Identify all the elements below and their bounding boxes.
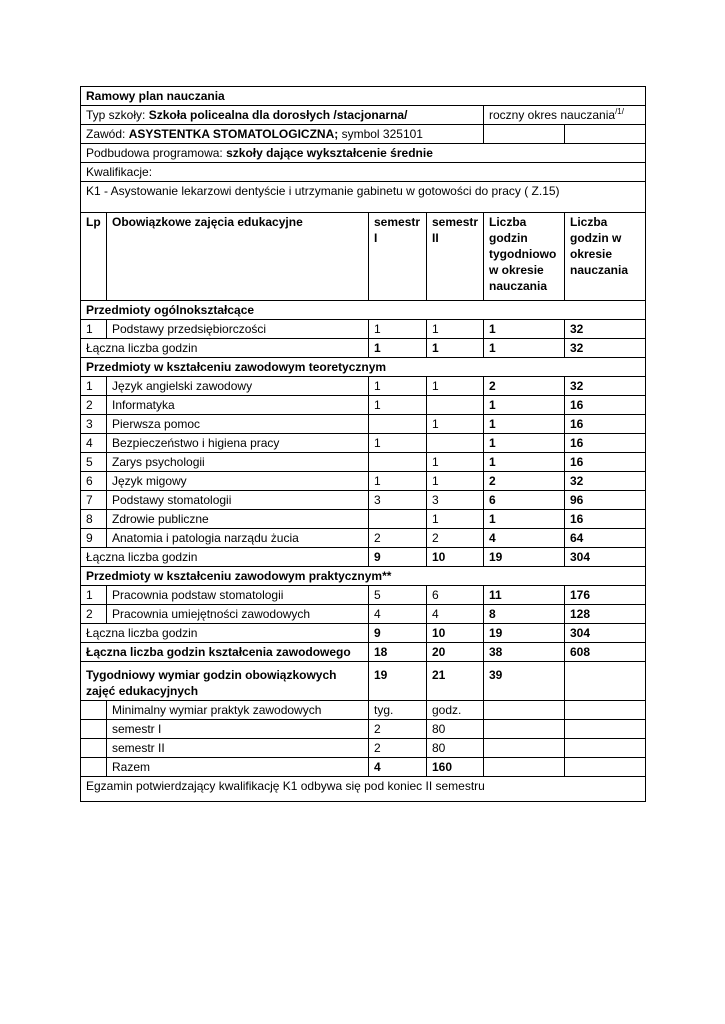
subject-row <box>81 377 646 396</box>
subject-name: Bezpieczeństwo i higiena pracy <box>107 434 369 453</box>
internship-header-row <box>81 701 646 720</box>
curriculum-table <box>80 86 646 802</box>
total-hours: 64 <box>565 529 646 548</box>
weekly-hours: 2 <box>484 377 565 396</box>
title-row <box>81 87 646 106</box>
section-sum-label: Łączna liczba godzin <box>81 339 369 358</box>
subject-name: Pracownia umiejętności zawodowych <box>107 605 369 624</box>
row-number: 6 <box>81 472 107 491</box>
sum-semester-1: 9 <box>369 624 427 643</box>
basis-value: szkoły dające wykształcenie średnie <box>226 146 433 160</box>
semester-2-hours: 1 <box>427 377 484 396</box>
total-hours: 32 <box>565 377 646 396</box>
section-title: Przedmioty w kształceniu zawodowym praktycznym** <box>81 567 646 586</box>
row-number: 2 <box>81 396 107 415</box>
qualification-k1: K1 - Asystowanie lekarzowi dentyście i utrzymanie gabinetu w gotowości do pracy ( Z.15) <box>81 182 646 213</box>
qualification-k1-row <box>81 182 646 213</box>
subject-row <box>81 453 646 472</box>
vocational-total-total: 608 <box>565 643 646 662</box>
sum-weekly: 1 <box>484 339 565 358</box>
row-number: 3 <box>81 415 107 434</box>
section-title-row <box>81 358 646 377</box>
subject-name: Pracownia podstaw stomatologii <box>107 586 369 605</box>
internship-unit-weeks: tyg. <box>369 701 427 720</box>
weekly-total-s2: 21 <box>427 662 484 701</box>
semester-2-hours: 1 <box>427 320 484 339</box>
vocational-total-s1: 18 <box>369 643 427 662</box>
weekly-hours: 1 <box>484 396 565 415</box>
vocational-total-weekly: 38 <box>484 643 565 662</box>
total-hours: 32 <box>565 320 646 339</box>
vocational-total-s2: 20 <box>427 643 484 662</box>
subject-row <box>81 586 646 605</box>
weekly-total-row <box>81 662 646 701</box>
sum-weekly: 19 <box>484 548 565 567</box>
internship-weeks: 2 <box>369 720 427 739</box>
semester-1-hours: 1 <box>369 434 427 453</box>
row-number: 1 <box>81 377 107 396</box>
internship-title: Minimalny wymiar praktyk zawodowych <box>107 701 369 720</box>
total-hours: 16 <box>565 415 646 434</box>
basis-cell <box>81 144 646 163</box>
semester-1-hours: 3 <box>369 491 427 510</box>
weekly-hours: 2 <box>484 472 565 491</box>
section-sum-label: Łączna liczba godzin <box>81 624 369 643</box>
empty-cell <box>484 739 565 758</box>
internship-hours: 80 <box>427 739 484 758</box>
subject-row <box>81 510 646 529</box>
section-sum-label: Łączna liczba godzin <box>81 548 369 567</box>
internship-semester: semestr I <box>107 720 369 739</box>
semester-2-hours: 1 <box>427 415 484 434</box>
sum-semester-2: 1 <box>427 339 484 358</box>
semester-2-hours: 1 <box>427 453 484 472</box>
subject-row <box>81 434 646 453</box>
semester-2-hours: 2 <box>427 529 484 548</box>
section-title-row <box>81 301 646 320</box>
sum-total: 304 <box>565 548 646 567</box>
empty-cell <box>565 662 646 701</box>
weekly-hours: 1 <box>484 320 565 339</box>
column-header-row <box>81 213 646 301</box>
weekly-total-weekly: 39 <box>484 662 565 701</box>
weekly-total-s1: 19 <box>369 662 427 701</box>
subject-row <box>81 491 646 510</box>
total-hours: 32 <box>565 472 646 491</box>
subject-name: Podstawy przedsiębiorczości <box>107 320 369 339</box>
weekly-hours: 1 <box>484 415 565 434</box>
section-title-row <box>81 567 646 586</box>
weekly-hours: 1 <box>484 453 565 472</box>
empty-cell <box>81 758 107 777</box>
total-hours: 16 <box>565 396 646 415</box>
semester-1-hours: 1 <box>369 377 427 396</box>
exam-note: Egzamin potwierdzający kwalifikację K1 odbywa się pod koniec II semestru <box>81 777 646 802</box>
section-title: Przedmioty w kształceniu zawodowym teoretycznym <box>81 358 646 377</box>
section-title: Przedmioty ogólnokształcące <box>81 301 646 320</box>
period-footnote: /1/ <box>615 107 624 116</box>
weekly-hours: 11 <box>484 586 565 605</box>
subject-row <box>81 529 646 548</box>
semester-2-hours: 3 <box>427 491 484 510</box>
occupation-symbol: symbol 325101 <box>338 127 423 141</box>
subject-row <box>81 415 646 434</box>
school-type-row <box>81 106 646 125</box>
sum-semester-2: 10 <box>427 548 484 567</box>
semester-2-hours <box>427 434 484 453</box>
semester-1-hours <box>369 415 427 434</box>
row-number: 9 <box>81 529 107 548</box>
weekly-total-label: Tygodniowy wymiar godzin obowiązkowych zajęć edukacyjnych <box>81 662 369 701</box>
subject-name: Zdrowie publiczne <box>107 510 369 529</box>
subject-row <box>81 320 646 339</box>
semester-1-hours: 5 <box>369 586 427 605</box>
sum-total: 32 <box>565 339 646 358</box>
subject-row <box>81 605 646 624</box>
weekly-hours: 8 <box>484 605 565 624</box>
total-hours: 16 <box>565 434 646 453</box>
empty-cell <box>565 758 646 777</box>
row-number: 1 <box>81 320 107 339</box>
empty-cell <box>81 739 107 758</box>
empty-cell <box>484 758 565 777</box>
total-hours: 16 <box>565 453 646 472</box>
empty-cell <box>565 125 646 144</box>
basis-row <box>81 144 646 163</box>
basis-label: Podbudowa programowa: <box>86 146 227 160</box>
internship-row <box>81 720 646 739</box>
semester-1-hours <box>369 510 427 529</box>
row-number: 2 <box>81 605 107 624</box>
semester-1-hours: 2 <box>369 529 427 548</box>
weekly-hours: 1 <box>484 510 565 529</box>
qualifications-label: Kwalifikacje: <box>81 163 646 182</box>
weekly-hours: 4 <box>484 529 565 548</box>
section-sum-row <box>81 548 646 567</box>
empty-cell <box>81 701 107 720</box>
period-label: roczny okres nauczania <box>489 108 616 122</box>
semester-1-hours: 1 <box>369 320 427 339</box>
occupation-label: Zawód: <box>86 127 129 141</box>
semester-1-hours: 1 <box>369 396 427 415</box>
internship-weeks: 2 <box>369 739 427 758</box>
qualifications-row <box>81 163 646 182</box>
total-hours: 176 <box>565 586 646 605</box>
col-sem1: semestr I <box>369 213 427 301</box>
sum-total: 304 <box>565 624 646 643</box>
subject-name: Pierwsza pomoc <box>107 415 369 434</box>
section-sum-row <box>81 624 646 643</box>
internship-total-row <box>81 758 646 777</box>
semester-2-hours: 1 <box>427 510 484 529</box>
sum-weekly: 19 <box>484 624 565 643</box>
internship-total-label: Razem <box>107 758 369 777</box>
internship-total-weeks: 4 <box>369 758 427 777</box>
empty-cell <box>484 720 565 739</box>
semester-1-hours: 1 <box>369 472 427 491</box>
subject-row <box>81 472 646 491</box>
subject-name: Język migowy <box>107 472 369 491</box>
subject-name: Zarys psychologii <box>107 453 369 472</box>
internship-row <box>81 739 646 758</box>
occupation-cell <box>81 125 484 144</box>
internship-semester: semestr II <box>107 739 369 758</box>
semester-2-hours: 1 <box>427 472 484 491</box>
school-type-cell <box>81 106 484 125</box>
vocational-total-label: Łączna liczba godzin kształcenia zawodowego <box>81 643 369 662</box>
row-number: 7 <box>81 491 107 510</box>
empty-cell <box>565 701 646 720</box>
col-subject: Obowiązkowe zajęcia edukacyjne <box>107 213 369 301</box>
sum-semester-1: 9 <box>369 548 427 567</box>
plan-title: Ramowy plan nauczania <box>81 87 646 106</box>
row-number: 1 <box>81 586 107 605</box>
col-sem2: semestr II <box>427 213 484 301</box>
school-type-label: Typ szkoły: <box>86 108 149 122</box>
school-type-value: Szkoła policealna dla dorosłych /stacjonarna/ <box>148 108 408 122</box>
empty-cell <box>484 701 565 720</box>
occupation-row <box>81 125 646 144</box>
empty-cell <box>81 720 107 739</box>
semester-2-hours <box>427 396 484 415</box>
row-number: 4 <box>81 434 107 453</box>
semester-2-hours: 4 <box>427 605 484 624</box>
semester-2-hours: 6 <box>427 586 484 605</box>
internship-body <box>81 720 646 758</box>
weekly-hours: 1 <box>484 434 565 453</box>
subject-name: Anatomia i patologia narządu żucia <box>107 529 369 548</box>
internship-total-hours: 160 <box>427 758 484 777</box>
occupation-value: ASYSTENTKA STOMATOLOGICZNA; <box>128 127 339 141</box>
internship-hours: 80 <box>427 720 484 739</box>
row-number: 5 <box>81 453 107 472</box>
subject-name: Podstawy stomatologii <box>107 491 369 510</box>
col-lp: Lp <box>81 213 107 301</box>
subject-name: Język angielski zawodowy <box>107 377 369 396</box>
internship-unit-hours: godz. <box>427 701 484 720</box>
total-hours: 96 <box>565 491 646 510</box>
vocational-total-row <box>81 643 646 662</box>
subject-row <box>81 396 646 415</box>
row-number: 8 <box>81 510 107 529</box>
subject-name: Informatyka <box>107 396 369 415</box>
col-weekly: Liczba godzin tygodniowo w okresie nauczania <box>484 213 565 301</box>
period-cell <box>484 106 646 125</box>
total-hours: 16 <box>565 510 646 529</box>
section-sum-row <box>81 339 646 358</box>
sections-body <box>81 301 646 643</box>
weekly-hours: 6 <box>484 491 565 510</box>
empty-cell <box>484 125 565 144</box>
total-hours: 128 <box>565 605 646 624</box>
semester-1-hours <box>369 453 427 472</box>
col-total: Liczba godzin w okresie nauczania <box>565 213 646 301</box>
semester-1-hours: 4 <box>369 605 427 624</box>
empty-cell <box>565 739 646 758</box>
sum-semester-2: 10 <box>427 624 484 643</box>
sum-semester-1: 1 <box>369 339 427 358</box>
exam-note-row <box>81 777 646 802</box>
empty-cell <box>565 720 646 739</box>
